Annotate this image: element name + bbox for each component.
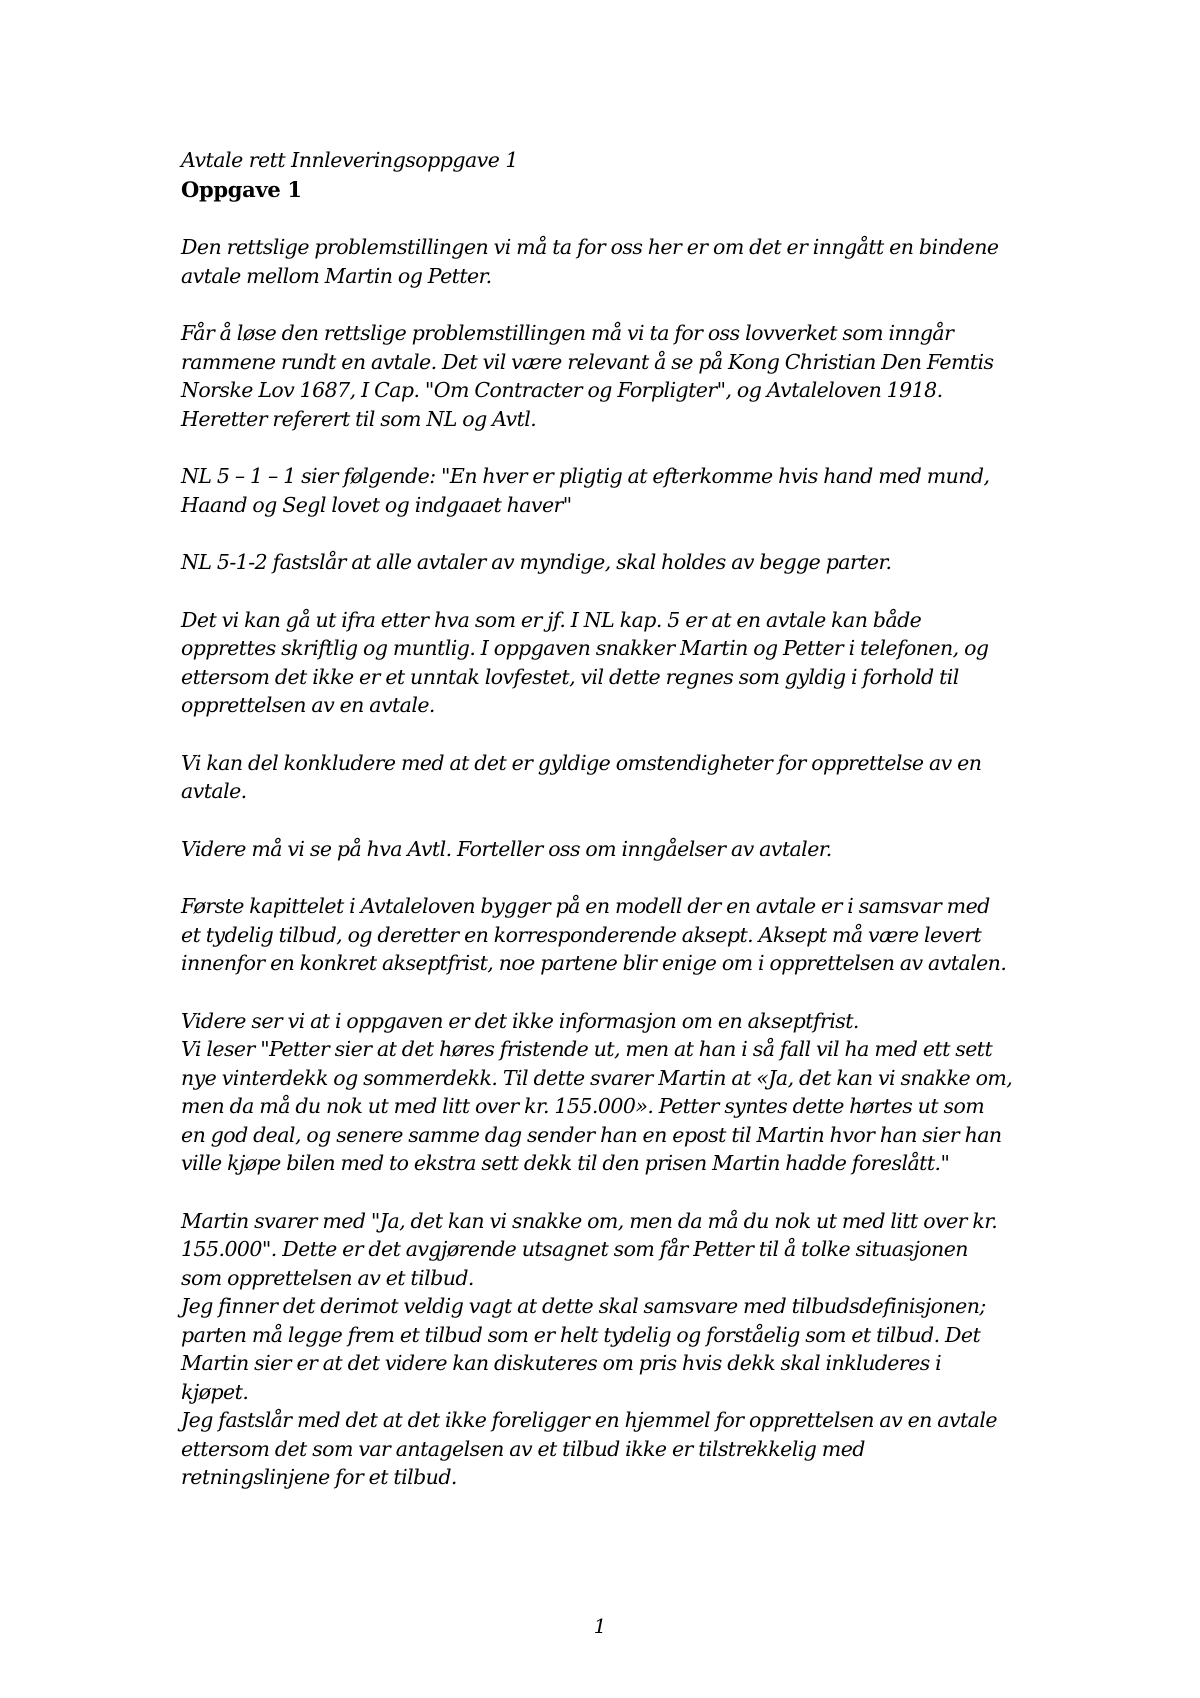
paragraph xyxy=(181,892,1061,978)
text-line: 155.000". Dette er det avgjørende utsagnet som får Petter til å tolke situasjonen xyxy=(181,1237,968,1261)
paragraph-gap xyxy=(181,290,1061,319)
text-line: opprettes skriftlig og muntlig. I oppgaven snakker Martin og Petter i telefonen, og xyxy=(181,636,989,660)
text-line: NL 5-1-2 fastslår at alle avtaler av myndige, skal holdes av begge parter. xyxy=(181,550,892,574)
paragraph xyxy=(181,548,1061,577)
paragraph-gap xyxy=(181,1178,1061,1207)
text-line: Martin svarer med "Ja, det kan vi snakke om, men da må du nok ut med litt over kr. xyxy=(181,1208,998,1233)
text-line: Heretter referert til som NL og Avtl. xyxy=(181,406,537,431)
text-line: Jeg finner det derimot veldig vagt at dette skal samsvare med tilbudsdefinisjonen; xyxy=(181,1294,986,1318)
text-line: Haand og Segl lovet og indgaaet haver" xyxy=(181,492,572,517)
section-heading: Oppgave 1 xyxy=(181,177,302,202)
text-line: opprettelsen av en avtale. xyxy=(181,693,435,717)
text-line: Jeg fastslår med det at det ikke foreligger en hjemmel for opprettelsen av en avtale xyxy=(181,1408,997,1432)
text-line: et tydelig tilbud, og deretter en korresponderende aksept. Aksept må være levert xyxy=(181,922,982,947)
text-line: Første kapittelet i Avtaleloven bygger på en modell der en avtale er i samsvar med xyxy=(181,894,990,918)
text-line: ville kjøpe bilen med to ekstra sett dekk til den prisen Martin hadde foreslått." xyxy=(181,1151,950,1175)
paragraph xyxy=(181,462,1061,519)
paragraph xyxy=(181,233,1061,290)
paragraph xyxy=(181,835,1061,864)
paragraph-gap xyxy=(181,720,1061,749)
paragraph-gap xyxy=(181,519,1061,548)
text-line: Får å løse den rettslige problemstillingen må vi ta for oss lovverket som inngår xyxy=(181,321,954,345)
paragraph xyxy=(181,1007,1061,1178)
text-line: Det vi kan gå ut ifra etter hva som er jf. I NL kap. 5 er at en avtale kan både xyxy=(181,607,922,632)
text-line: som opprettelsen av et tilbud. xyxy=(181,1265,474,1290)
text-line: Den rettslige problemstillingen vi må ta for oss her er om det er inngått en bindene xyxy=(181,235,999,259)
text-line: NL 5 – 1 – 1 sier følgende: "En hver er pligtig at efterkomme hvis hand med mund, xyxy=(181,464,990,488)
text-line: men da må du nok ut med litt over kr. 155.000». Petter syntes dette hørtes ut som xyxy=(181,1094,985,1118)
text-line: Videre ser vi at i oppgaven er det ikke informasjon om en akseptfrist. xyxy=(181,1008,859,1033)
text-line: parten må legge frem et tilbud som er helt tydelig og forståelig som et tilbud. Det xyxy=(181,1322,981,1347)
paragraph-gap xyxy=(181,806,1061,835)
text-line: ettersom det ikke er et unntak lovfestet, vil dette regnes som gyldig i forhold til xyxy=(181,664,959,689)
document-title: Avtale rett Innleveringsoppgave 1 xyxy=(181,148,518,172)
text-line: Martin sier er at det videre kan diskuteres om pris hvis dekk skal inkluderes i xyxy=(181,1351,942,1375)
text-line: Vi leser "Petter sier at det høres fristende ut, men at han i så fall vil ha med ett sett xyxy=(181,1037,993,1061)
text-line: Norske Lov 1687, I Cap. "Om Contracter og Forpligter", og Avtaleloven 1918. xyxy=(181,378,943,402)
paragraph-gap xyxy=(181,433,1061,462)
text-line: innenfor en konkret akseptfrist, noe partene blir enige om i opprettelsen av avtalen. xyxy=(181,951,1007,975)
paragraph-list xyxy=(181,233,1061,1492)
text-line: en god deal, og senere samme dag sender han en epost til Martin hvor han sier han xyxy=(181,1122,1002,1147)
spacer xyxy=(181,204,1061,233)
paragraph-gap xyxy=(181,863,1061,892)
text-line: Vi kan del konkludere med at det er gyldige omstendigheter for opprettelse av en xyxy=(181,750,982,775)
text-line: Videre må vi se på hva Avtl. Forteller oss om inngåelser av avtaler. xyxy=(181,836,832,861)
text-line: kjøpet. xyxy=(181,1379,249,1404)
text-line: retningslinjene for et tilbud. xyxy=(181,1465,457,1489)
paragraph xyxy=(181,319,1061,433)
paragraph xyxy=(181,1207,1061,1492)
text-line: ettersom det som var antagelsen av et tilbud ikke er tilstrekkelig med xyxy=(181,1436,865,1461)
text-line: avtale mellom Martin og Petter. xyxy=(181,263,492,288)
text-line: avtale. xyxy=(181,779,247,803)
text-line: rammene rundt en avtale. Det vil være relevant å se på Kong Christian Den Femtis xyxy=(181,349,994,374)
text-line: nye vinterdekk og sommerdekk. Til dette svarer Martin at «Ja, det kan vi snakke om, xyxy=(181,1065,1013,1090)
paragraph-gap xyxy=(181,978,1061,1007)
paragraph xyxy=(181,749,1061,806)
document-body xyxy=(181,146,1061,1492)
paragraph xyxy=(181,606,1061,720)
page-number: 1 xyxy=(593,1614,607,1638)
paragraph-gap xyxy=(181,577,1061,606)
